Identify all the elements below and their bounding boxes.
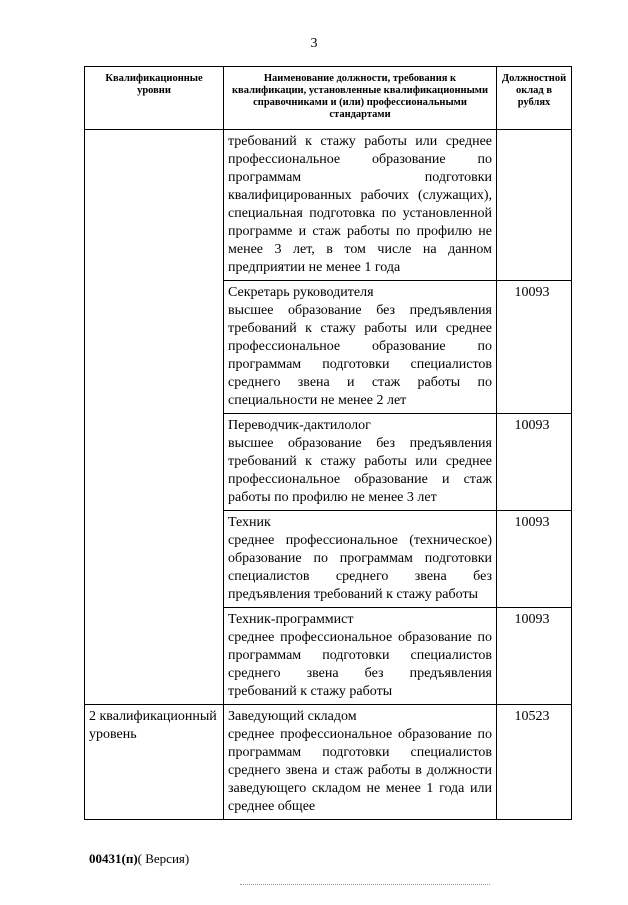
salary-cell: 10093 xyxy=(497,608,572,705)
position-cell xyxy=(224,511,497,608)
table-header-row xyxy=(85,67,572,130)
salary-cell xyxy=(497,130,572,281)
position-title: Заведующий складом xyxy=(228,709,357,724)
position-title: Секретарь руководителя xyxy=(228,285,374,300)
position-title: Техник xyxy=(228,515,271,530)
position-requirements: среднее профессиональное (техническое) образование по программам подготовки специалистов среднего звена без предъявления требований к стажу работы xyxy=(228,533,492,602)
scan-artifact xyxy=(240,884,490,887)
level-cell xyxy=(85,130,224,705)
position-requirements: среднее профессиональное образование по программам подготовки специалистов среднего звена и стаж работы в должности заведующего складом не менее 1 года или среднее общее xyxy=(228,727,492,814)
level-cell: 2 квалификационный уровень xyxy=(85,705,224,820)
salary-table xyxy=(84,66,572,820)
position-requirements: среднее профессиональное образование по программам подготовки специалистов среднего звена без предъявления требований к стажу работы xyxy=(228,630,492,699)
position-cell xyxy=(224,705,497,820)
table-row xyxy=(85,705,572,820)
position-cell xyxy=(224,281,497,414)
salary-cell: 10523 xyxy=(497,705,572,820)
position-cell xyxy=(224,608,497,705)
document-code: 00431(п)( Версия) xyxy=(89,851,190,866)
header-position: Наименование должности, требования к квалификации, установленные квалификационными справочниками и (или) профессиональными стандартами xyxy=(224,67,497,130)
salary-cell: 10093 xyxy=(497,281,572,414)
position-cell xyxy=(224,414,497,511)
header-level: Квалификационные уровни xyxy=(85,67,224,130)
position-title: Техник-программист xyxy=(228,612,354,627)
position-requirements: высшее образование без предъявления требований к стажу работы или среднее профессиональное образование и стаж работы по профилю не менее 3 лет xyxy=(228,436,492,505)
position-cell xyxy=(224,130,497,281)
page-number: 3 xyxy=(310,36,318,51)
header-salary: Должностной оклад в рублях xyxy=(497,67,572,130)
position-requirements: высшее образование без предъявления требований к стажу работы или среднее профессиональное образование по программам подготовки специалистов среднего звена и стаж работы по специальности не менее 2 лет xyxy=(228,303,492,408)
table-row xyxy=(85,130,572,281)
salary-cell: 10093 xyxy=(497,414,572,511)
position-title: Переводчик-дактилолог xyxy=(228,418,371,433)
position-requirements: требований к стажу работы или среднее профессиональное образование по программам подготовки квалифицированных рабочих (служащих), специальная подготовка по установленной программе и стаж работы по профилю не менее 3 лет, в том числе на данном предприятии не менее 1 года xyxy=(228,134,492,275)
salary-cell: 10093 xyxy=(497,511,572,608)
